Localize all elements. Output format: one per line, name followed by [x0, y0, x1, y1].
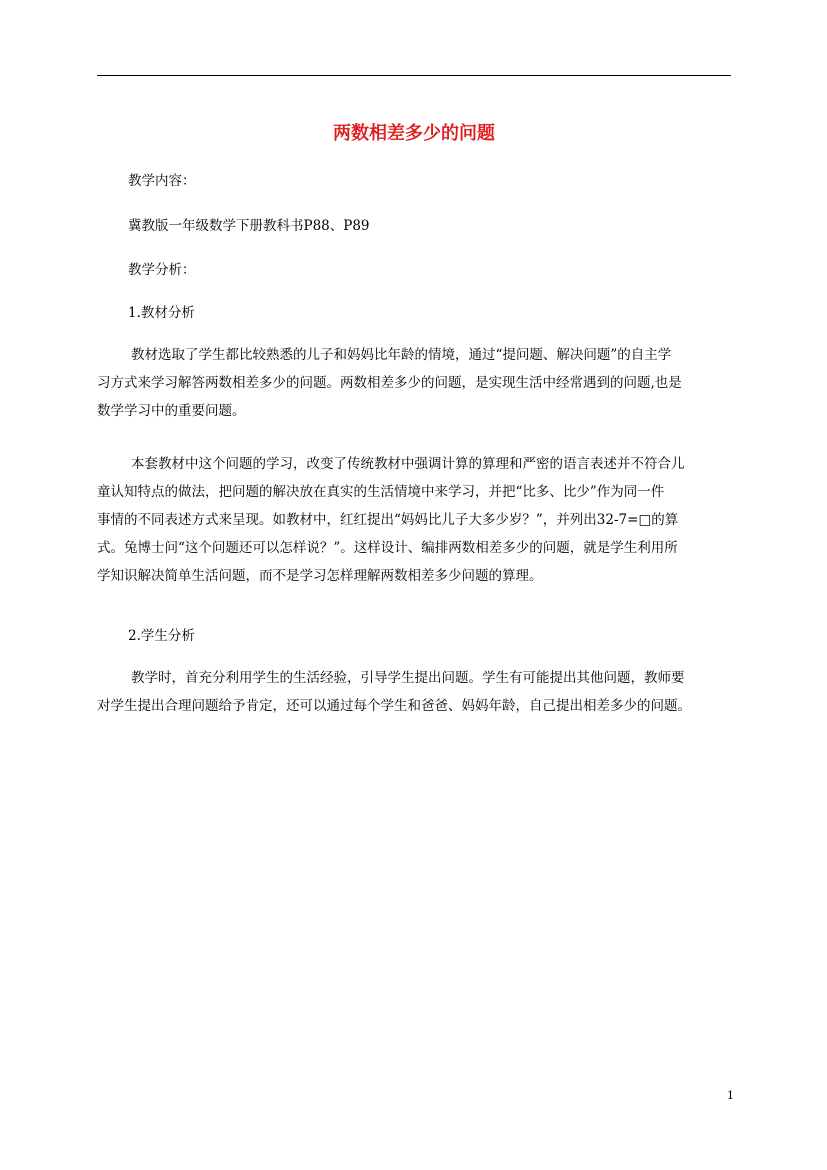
- header-rule: [97, 75, 731, 76]
- paragraph-line: 本套教材中这个问题的学习，改变了传统教材中强调计算的算理和严密的语言表述并不符合儿: [131, 456, 685, 472]
- paragraph-line: 教材选取了学生都比较熟悉的儿子和妈妈比年龄的情境，通过“提问题、解决问题”的自主学: [131, 347, 672, 363]
- paragraph-line: 事情的不同表述方式来呈现。如教材中，红红提出“妈妈比儿子大多少岁？”，并列出32-7=□的算: [97, 512, 679, 528]
- textbook-analysis-paragraph-1: [97, 341, 731, 425]
- student-analysis-paragraph: [97, 664, 731, 720]
- teaching-content-text: 冀教版一年级数学下册教科书P88、P89: [128, 218, 370, 234]
- student-analysis-heading: 2.学生分析: [128, 628, 195, 644]
- paragraph-line: 学知识解决简单生活问题，而不是学习怎样理解两数相差多少问题的算理。: [97, 568, 543, 584]
- teaching-content-label: 教学内容：: [128, 173, 196, 189]
- teaching-analysis-label: 教学分析：: [128, 262, 196, 278]
- paragraph-line: 习方式来学习解答两数相差多少的问题。两数相差多少的问题，是实现生活中经常遇到的问题,也是: [97, 375, 682, 391]
- paragraph-line: 教学时，首充分利用学生的生活经验，引导学生提出问题。学生有可能提出其他问题，教师要: [131, 670, 685, 686]
- paragraph-line: 对学生提出合理问题给予肯定，还可以通过每个学生和爸爸、妈妈年龄，自己提出相差多少的问题。: [97, 698, 691, 714]
- paragraph-line: 式。兔博士问“这个问题还可以怎样说？”。这样设计、编排两数相差多少的问题，就是学生利用所: [97, 540, 678, 556]
- document-title: 两数相差多少的问题: [333, 123, 495, 144]
- page-number: 1: [727, 1089, 734, 1102]
- paragraph-line: 童认知特点的做法，把问题的解决放在真实的生活情境中来学习，并把“比多、比少”作为同一件: [97, 484, 665, 500]
- paragraph-line: 数学学习中的重要问题。: [97, 403, 246, 419]
- textbook-analysis-paragraph-2: [97, 450, 731, 590]
- textbook-analysis-heading: 1.教材分析: [128, 305, 195, 321]
